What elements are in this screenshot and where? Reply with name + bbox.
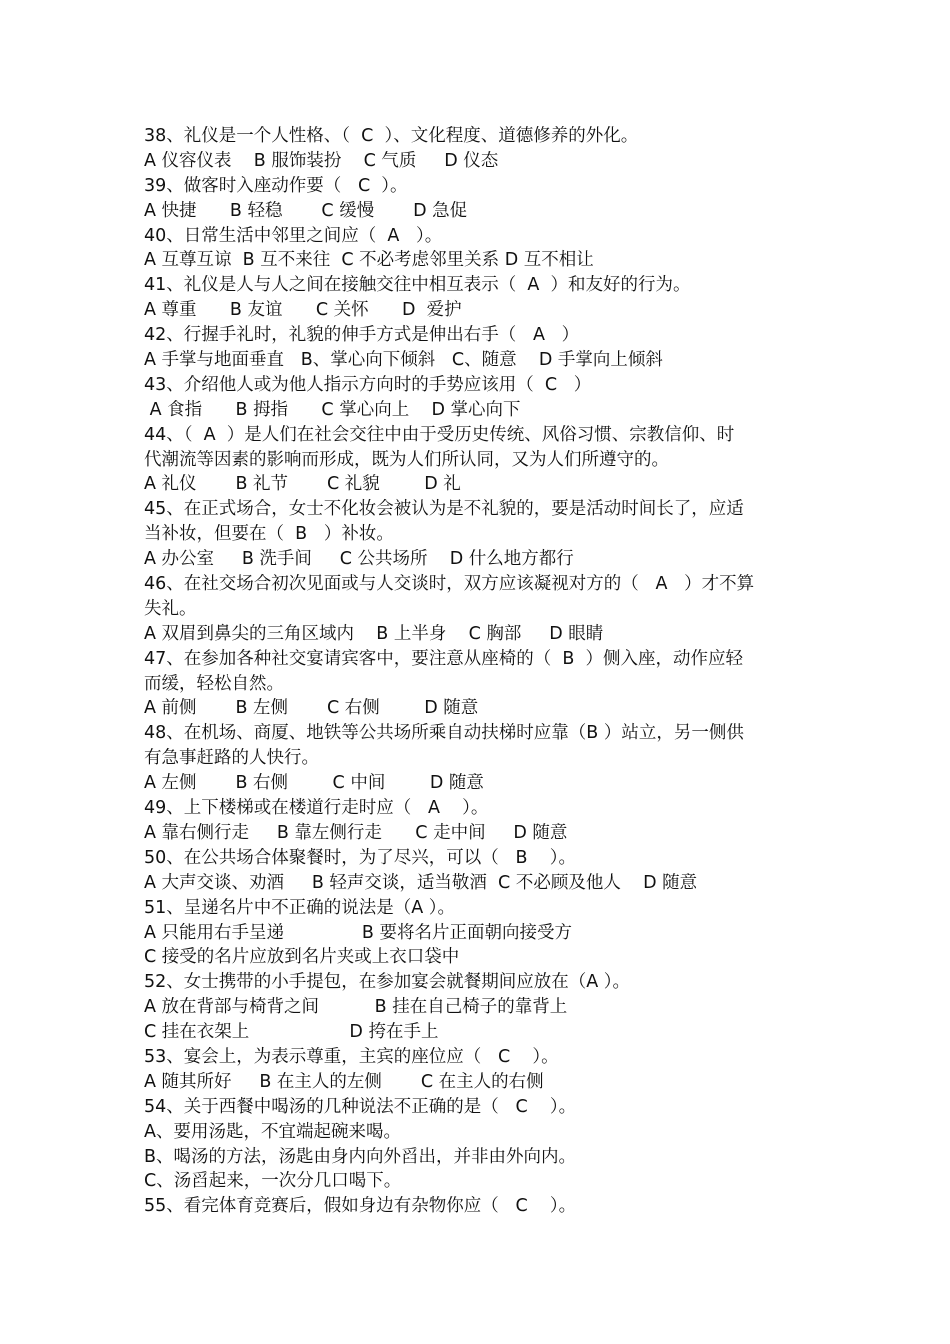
options-45: A 办公室 B 洗手间 C 公共场所 D 什么地方都行 [144, 549, 574, 570]
question-53: 53、宴会上，为表示尊重，主宾的座位应（ C ）。 [144, 1046, 559, 1067]
question-48-cont: 有急事赶路的人快行。 [144, 748, 319, 769]
question-38: 38、礼仪是一个人性格、（ C ）、文化程度、道德修养的外化。 [144, 126, 639, 146]
options-44: A 礼仪 B 礼节 C 礼貌 D 礼 [144, 474, 461, 495]
question-43: 43、介绍他人或为他人指示方向时的手势应该用（ C ） [144, 374, 592, 395]
question-55: 55、看完体育竞赛后，假如身边有杂物你应（ C ）。 [144, 1196, 577, 1217]
options-54-c: C、汤舀起来，一次分几口喝下。 [144, 1171, 402, 1192]
options-42: A 手掌与地面垂直 B、掌心向下倾斜 C、随意 D 手掌向上倾斜 [144, 350, 663, 371]
options-46: A 双眉到鼻尖的三角区域内 B 上半身 C 胸部 D 眼睛 [144, 623, 604, 644]
question-45-cont: 当补妆，但要在（ B ）补妆。 [144, 524, 394, 545]
options-53: A 随其所好 B 在主人的左侧 C 在主人的右侧 [144, 1071, 544, 1092]
options-39: A 快捷 B 轻稳 C 缓慢 D 急促 [144, 200, 468, 221]
question-46-cont: 失礼。 [144, 598, 197, 619]
options-51-ab: A 只能用右手呈递 B 要将名片正面朝向接受方 [144, 922, 572, 943]
options-50: A 大声交谈、劝酒 B 轻声交谈，适当敬酒 C 不必顾及他人 D 随意 [144, 872, 698, 893]
question-44-cont: 代潮流等因素的影响而形成，既为人们所认同，又为人们所遵守的。 [144, 449, 669, 470]
options-54-a: A、要用汤匙，不宜端起碗来喝。 [144, 1121, 401, 1142]
options-41: A 尊重 B 友谊 C 关怀 D 爱护 [144, 300, 462, 321]
question-40: 40、日常生活中邻里之间应（ A ）。 [144, 225, 443, 246]
question-51: 51、呈递名片中不正确的说法是（A ）。 [144, 897, 456, 918]
options-48: A 左侧 B 右侧 C 中间 D 随意 [144, 773, 484, 794]
options-52-cd: C 挂在衣架上 D 挎在手上 [144, 1022, 439, 1043]
question-47-cont: 而缓，轻松自然。 [144, 673, 284, 694]
question-39: 39、做客时入座动作要（ C ）。 [144, 175, 408, 196]
question-48: 48、在机场、商厦、地铁等公共场所乘自动扶梯时应靠（B ）站立，另一侧供 [144, 723, 744, 744]
document-body [144, 124, 824, 1219]
question-41: 41、礼仪是人与人之间在接触交往中相互表示（ A ）和友好的行为。 [144, 275, 691, 296]
question-49: 49、上下楼梯或在楼道行走时应（ A ）。 [144, 798, 489, 819]
options-49: A 靠右侧行走 B 靠左侧行走 C 走中间 D 随意 [144, 822, 568, 843]
question-47: 47、在参加各种社交宴请宾客中，要注意从座椅的（ B ）侧入座，动作应轻 [144, 648, 744, 669]
question-54: 54、关于西餐中喝汤的几种说法不正确的是（ C ）。 [144, 1096, 577, 1117]
options-43: A 食指 B 拇指 C 掌心向上 D 掌心向下 [144, 399, 521, 420]
options-52-ab: A 放在背部与椅背之间 B 挂在自己椅子的靠背上 [144, 997, 568, 1018]
question-52: 52、女士携带的小手提包，在参加宴会就餐期间应放在（A ）。 [144, 972, 631, 993]
options-47: A 前侧 B 左侧 C 右侧 D 随意 [144, 698, 479, 719]
options-38: A 仪容仪表 B 服饰装扮 C 气质 D 仪态 [144, 150, 499, 171]
options-40: A 互尊互谅 B 互不来往 C 不必考虑邻里关系 D 互不相让 [144, 250, 594, 271]
options-51-c: C 接受的名片应放到名片夹或上衣口袋中 [144, 947, 460, 968]
options-54-b: B、喝汤的方法，汤匙由身内向外舀出，并非由外向内。 [144, 1146, 577, 1167]
question-50: 50、在公共场合体聚餐时，为了尽兴，可以（ B ）。 [144, 847, 576, 868]
question-46: 46、在社交场合初次见面或与人交谈时，双方应该凝视对方的（ A ）才不算 [144, 574, 755, 595]
question-45: 45、在正式场合，女士不化妆会被认为是不礼貌的，要是活动时间长了，应适 [144, 499, 744, 520]
question-42: 42、行握手礼时，礼貌的伸手方式是伸出右手（ A ） [144, 325, 580, 346]
question-44: 44、（ A ）是人们在社会交往中由于受历史传统、风俗习惯、宗教信仰、时 [144, 424, 735, 445]
